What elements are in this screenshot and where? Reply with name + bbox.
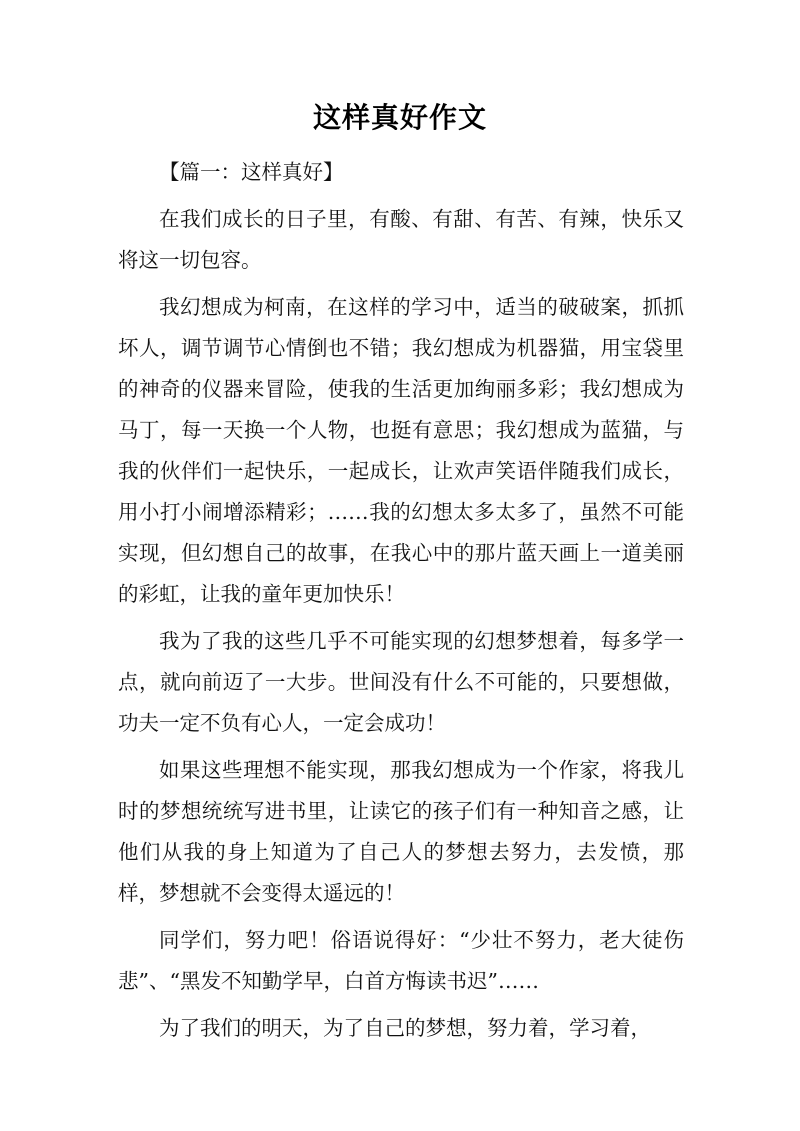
document-title: 这样真好作文 (312, 101, 487, 134)
paragraph-6: 为了我们的明天，为了自己的梦想，努力着，学习着， (159, 1016, 651, 1040)
paragraph-4: 如果这些理想不能实现，那我幻想成为一个作家，将我儿时的梦想统统写进书里，让读它的孩子们有一种知音之感，让他们从我的身上知道为了自己人的梦想去努力，去发愤，那样，梦想就不会变得太遥远的！ (118, 758, 684, 905)
paragraph-1: 在我们成长的日子里，有酸、有甜、有苦、有辣，快乐又将这一切包容。 (118, 207, 684, 272)
section-heading: 【篇一：这样真好】 (159, 160, 344, 184)
document-body (118, 152, 684, 1055)
paragraph-3: 我为了我的这些几乎不可能实现的幻想梦想着，每多学一点，就向前迈了一大步。世间没有什么不可能的，只要想做，功夫一定不负有心人，一定会成功！ (118, 629, 684, 735)
paragraph-5: 同学们，努力吧！俗语说得好：“少壮不努力，老大徒伤悲”、“黑发不知勤学早，白首方悔读书迟”…… (118, 928, 684, 993)
paragraph-2: 我幻想成为柯南，在这样的学习中，适当的破破案，抓抓坏人，调节调节心情倒也不错；我幻想成为机器猫，用宝袋里的神奇的仪器来冒险，使我的生活更加绚丽多彩；我幻想成为马丁，每一天换一个人物，也挺有意思；我幻想成为蓝猫，与我的伙伴们一起快乐，一起成长，让欢声笑语伴随我们成长，用小打小闹增添精彩；……我的幻想太多太多了，虽然不可能实现，但幻想自己的故事，在我心中的那片蓝天画上一道美丽的彩虹，让我的童年更加快乐！ (118, 295, 684, 606)
